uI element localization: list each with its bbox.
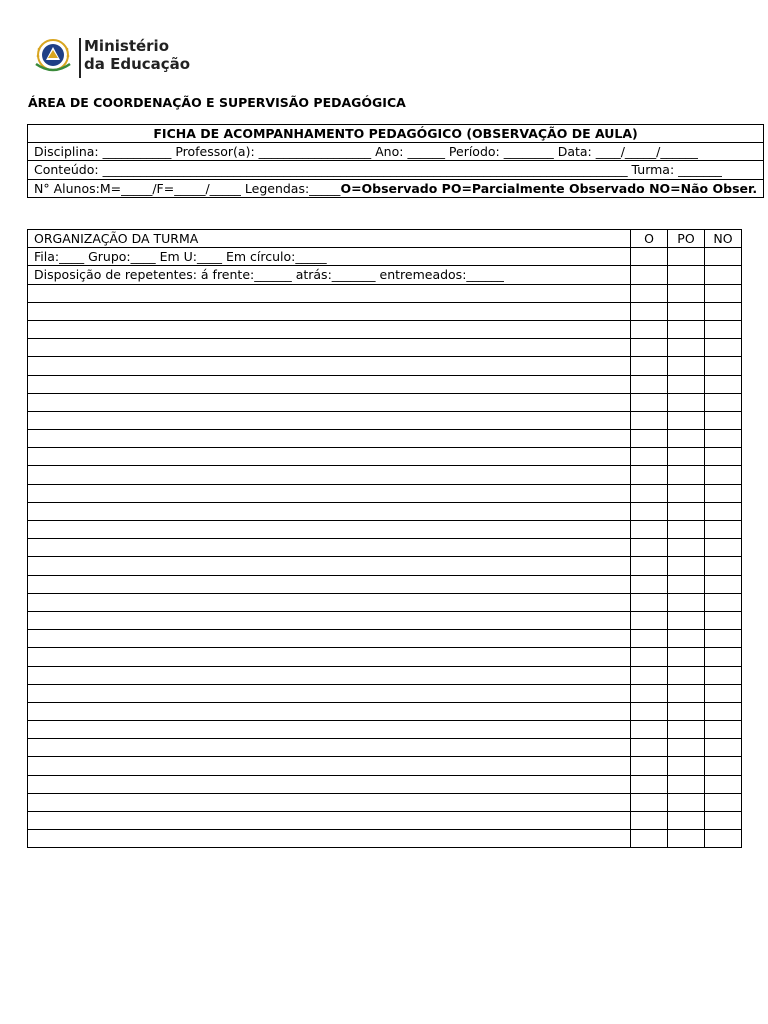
table-row (28, 484, 742, 502)
cell-no[interactable] (705, 757, 742, 775)
cell-po[interactable] (668, 721, 705, 739)
cell-po[interactable] (668, 284, 705, 302)
cell-po[interactable] (668, 339, 705, 357)
table-row (28, 521, 742, 539)
blank-cell[interactable] (28, 411, 631, 429)
table-row (28, 448, 742, 466)
cell-o[interactable] (631, 593, 668, 611)
blank-cell[interactable] (28, 812, 631, 830)
area-title: ÁREA DE COORDENAÇÃO E SUPERVISÃO PEDAGÓGICA (28, 95, 406, 110)
cell-no[interactable] (705, 484, 742, 502)
fila-row-label[interactable]: Fila:____ Grupo:____ Em U:____ Em círculo:_____ (28, 248, 631, 266)
table-row (28, 739, 742, 757)
cell-o[interactable] (631, 684, 668, 702)
ministry-name (84, 37, 190, 73)
cell-po[interactable] (668, 521, 705, 539)
cell-o[interactable] (631, 812, 668, 830)
cell-o[interactable] (631, 266, 668, 284)
cell-o[interactable] (631, 411, 668, 429)
cell-o[interactable] (631, 775, 668, 793)
cell-o[interactable] (631, 430, 668, 448)
repetentes-row-label[interactable]: Disposição de repetentes: á frente:______ atrás:_______ entremeados:______ (28, 266, 631, 284)
cell-no[interactable] (705, 430, 742, 448)
cell-no[interactable] (705, 521, 742, 539)
cell-po[interactable] (668, 684, 705, 702)
blank-cell[interactable] (28, 448, 631, 466)
cell-no[interactable] (705, 812, 742, 830)
cell-no[interactable] (705, 739, 742, 757)
table-row (28, 702, 742, 720)
cell-po[interactable] (668, 448, 705, 466)
cell-no[interactable] (705, 793, 742, 811)
table-row (28, 557, 742, 575)
cell-no[interactable] (705, 411, 742, 429)
cell-o[interactable] (631, 539, 668, 557)
cell-po[interactable] (668, 375, 705, 393)
table-row (28, 430, 742, 448)
observation-table (27, 229, 742, 848)
cell-po[interactable] (668, 484, 705, 502)
cell-po[interactable] (668, 248, 705, 266)
blank-cell[interactable] (28, 757, 631, 775)
section-title: ORGANIZAÇÃO DA TURMA (28, 230, 631, 248)
table-row (28, 721, 742, 739)
blank-cell[interactable] (28, 557, 631, 575)
table-row (28, 812, 742, 830)
cell-o[interactable] (631, 393, 668, 411)
blank-cell[interactable] (28, 666, 631, 684)
cell-o[interactable] (631, 302, 668, 320)
ministry-line-2: da Educação (84, 55, 191, 73)
cell-po[interactable] (668, 793, 705, 811)
cell-po[interactable] (668, 812, 705, 830)
blank-cell[interactable] (28, 684, 631, 702)
cell-po[interactable] (668, 266, 705, 284)
cell-o[interactable] (631, 448, 668, 466)
blank-cell[interactable] (28, 393, 631, 411)
disciplina-line[interactable]: Disciplina: ___________ Professor(a): __________________ Ano: ______ Período: ________ Data: ____/_____/______ (28, 143, 764, 161)
table-row (28, 630, 742, 648)
cell-o[interactable] (631, 502, 668, 520)
cell-o[interactable] (631, 521, 668, 539)
cell-o[interactable] (631, 793, 668, 811)
cell-o[interactable] (631, 375, 668, 393)
alunos-line[interactable] (28, 179, 764, 197)
table-row (28, 339, 742, 357)
table-row (28, 648, 742, 666)
blank-cell[interactable] (28, 830, 631, 848)
cell-po[interactable] (668, 539, 705, 557)
table-row (28, 375, 742, 393)
blank-cell[interactable] (28, 611, 631, 629)
logo-divider (79, 38, 81, 78)
table-row (28, 611, 742, 629)
cell-no[interactable] (705, 575, 742, 593)
cell-po[interactable] (668, 502, 705, 520)
table-row (28, 466, 742, 484)
cell-no[interactable] (705, 775, 742, 793)
blank-cell[interactable] (28, 521, 631, 539)
cell-no[interactable] (705, 448, 742, 466)
blank-cell[interactable] (28, 630, 631, 648)
cell-po[interactable] (668, 302, 705, 320)
blank-cell[interactable] (28, 502, 631, 520)
cell-po[interactable] (668, 830, 705, 848)
cell-po[interactable] (668, 466, 705, 484)
table-row (28, 502, 742, 520)
cell-no[interactable] (705, 721, 742, 739)
cell-po[interactable] (668, 320, 705, 338)
cell-o[interactable] (631, 757, 668, 775)
ministry-line-1: Ministério (84, 37, 170, 55)
form-header-table (27, 124, 764, 198)
table-row (28, 666, 742, 684)
cell-no[interactable] (705, 593, 742, 611)
table-header-row (28, 230, 742, 248)
col-header-po: PO (668, 230, 705, 248)
cell-po[interactable] (668, 430, 705, 448)
cell-no[interactable] (705, 630, 742, 648)
table-row (28, 775, 742, 793)
cell-no[interactable] (705, 320, 742, 338)
table-row (28, 284, 742, 302)
cell-po[interactable] (668, 666, 705, 684)
cell-po[interactable] (668, 757, 705, 775)
table-row (28, 684, 742, 702)
cell-po[interactable] (668, 611, 705, 629)
blank-cell[interactable] (28, 430, 631, 448)
blank-cell[interactable] (28, 284, 631, 302)
cell-po[interactable] (668, 575, 705, 593)
cell-o[interactable] (631, 248, 668, 266)
ministry-emblem-icon (30, 36, 76, 76)
cell-po[interactable] (668, 648, 705, 666)
blank-cell[interactable] (28, 593, 631, 611)
cell-o[interactable] (631, 284, 668, 302)
table-row (28, 793, 742, 811)
blank-cell[interactable] (28, 357, 631, 375)
col-header-no: NO (705, 230, 742, 248)
cell-no[interactable] (705, 830, 742, 848)
cell-po[interactable] (668, 557, 705, 575)
cell-po[interactable] (668, 393, 705, 411)
cell-no[interactable] (705, 539, 742, 557)
table-row (28, 248, 742, 266)
cell-no[interactable] (705, 648, 742, 666)
cell-no[interactable] (705, 611, 742, 629)
blank-cell[interactable] (28, 375, 631, 393)
cell-o[interactable] (631, 830, 668, 848)
cell-o[interactable] (631, 357, 668, 375)
table-row (28, 757, 742, 775)
cell-no[interactable] (705, 357, 742, 375)
cell-po[interactable] (668, 357, 705, 375)
table-row (28, 593, 742, 611)
blank-cell[interactable] (28, 775, 631, 793)
blank-cell[interactable] (28, 539, 631, 557)
table-row (28, 575, 742, 593)
cell-o[interactable] (631, 557, 668, 575)
blank-cell[interactable] (28, 721, 631, 739)
cell-no[interactable] (705, 666, 742, 684)
table-row (28, 357, 742, 375)
cell-o[interactable] (631, 721, 668, 739)
cell-o[interactable] (631, 611, 668, 629)
blank-cell[interactable] (28, 702, 631, 720)
cell-no[interactable] (705, 684, 742, 702)
col-header-o: O (631, 230, 668, 248)
cell-po[interactable] (668, 630, 705, 648)
cell-o[interactable] (631, 739, 668, 757)
table-row (28, 830, 742, 848)
cell-o[interactable] (631, 666, 668, 684)
table-row (28, 393, 742, 411)
table-row (28, 320, 742, 338)
cell-no[interactable] (705, 302, 742, 320)
cell-no[interactable] (705, 339, 742, 357)
cell-o[interactable] (631, 702, 668, 720)
cell-no[interactable] (705, 702, 742, 720)
cell-o[interactable] (631, 648, 668, 666)
cell-po[interactable] (668, 775, 705, 793)
cell-o[interactable] (631, 630, 668, 648)
table-row (28, 411, 742, 429)
table-row (28, 302, 742, 320)
cell-po[interactable] (668, 739, 705, 757)
blank-cell[interactable] (28, 739, 631, 757)
cell-no[interactable] (705, 266, 742, 284)
blank-cell[interactable] (28, 466, 631, 484)
cell-po[interactable] (668, 593, 705, 611)
cell-o[interactable] (631, 320, 668, 338)
alunos-text: N° Alunos:M=_____/F=_____/_____ Legendas:_____ (34, 180, 341, 196)
blank-cell[interactable] (28, 320, 631, 338)
form-title: FICHA DE ACOMPANHAMENTO PEDAGÓGICO (OBSERVAÇÃO DE AULA) (28, 125, 764, 143)
cell-no[interactable] (705, 557, 742, 575)
cell-po[interactable] (668, 702, 705, 720)
table-row (28, 539, 742, 557)
cell-o[interactable] (631, 575, 668, 593)
cell-no[interactable] (705, 375, 742, 393)
blank-cell[interactable] (28, 793, 631, 811)
cell-no[interactable] (705, 502, 742, 520)
blank-cell[interactable] (28, 302, 631, 320)
table-row (28, 266, 742, 284)
cell-no[interactable] (705, 393, 742, 411)
conteudo-line[interactable]: Conteúdo: ____________________________________________________________________________________ Turma: _______ (28, 161, 764, 179)
cell-no[interactable] (705, 466, 742, 484)
blank-cell[interactable] (28, 575, 631, 593)
cell-po[interactable] (668, 411, 705, 429)
blank-cell[interactable] (28, 648, 631, 666)
cell-o[interactable] (631, 466, 668, 484)
cell-o[interactable] (631, 339, 668, 357)
legend-text: O=Observado PO=Parcialmente Observado NO=Não Obser. (340, 180, 758, 196)
cell-no[interactable] (705, 248, 742, 266)
cell-o[interactable] (631, 484, 668, 502)
blank-cell[interactable] (28, 339, 631, 357)
cell-no[interactable] (705, 284, 742, 302)
blank-cell[interactable] (28, 484, 631, 502)
